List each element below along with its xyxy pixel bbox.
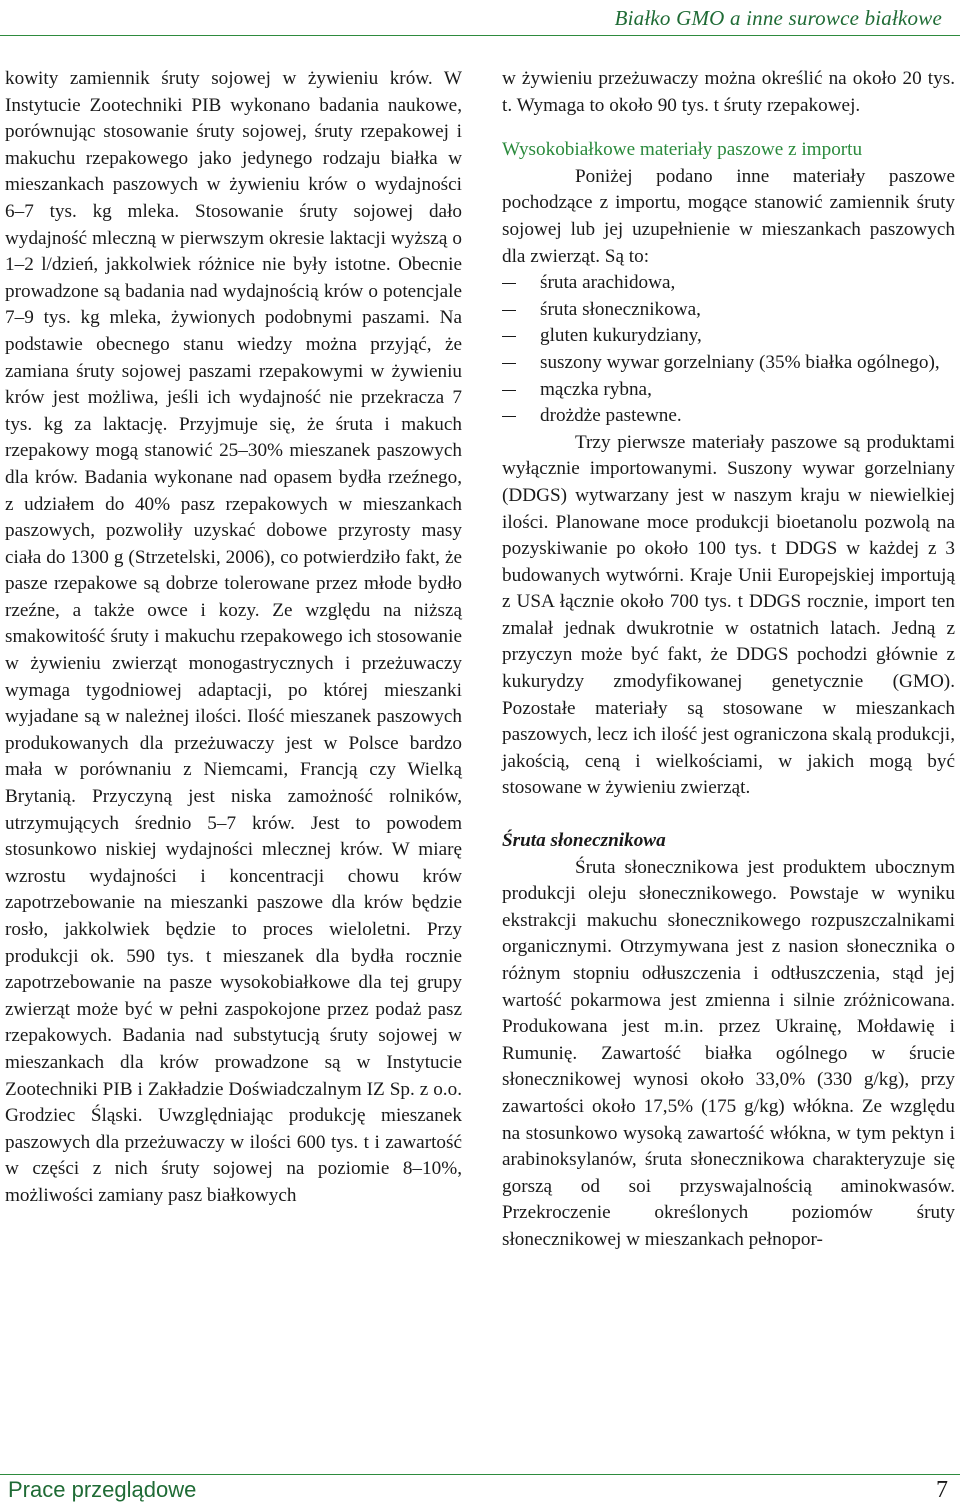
right-column xyxy=(502,66,955,1254)
list-item: śruta arachidowa, xyxy=(502,270,955,297)
body-paragraph: kowity zamiennik śruty sojowej w żywieniu krów. W Instytucie Zootechniki PIB wykonano badania naukowe, porównując stosowanie śruty sojowej, śruty rzepakowej i makuchu rzepakowego jako jedynego rodzaju białka w mieszankach paszowych w żywieniu krów o wydajności 6–7 tys. kg mleka. Stosowanie śruty sojowej dało wydajność mleczną w pierwszym okresie laktacji wyższą o 1–2 l/dzień, jakkolwiek różnice nie były istotne. Obecnie prowadzone są badania nad wydajnością krów o potencjale 7–9 tys. kg mleka, żywionych podobnymi paszami. Na podstawie obecnego stanu wiedzy można przyjąć, że zamiana śruty sojowej paszami rzepakowymi w żywieniu krów jest możliwa, jeśli ich wydajność nie przekracza 7 tys. kg za laktację. Przyjmuje się, że śruta i makuch rzepakowy mogą stanowić 25–30% mieszanek paszowych dla krów. Badania wykonane nad opasem bydła rzeźnego, z udziałem do 40% pasz rzepakowych w mieszankach paszowych, pozwoliły uzyskać dobowe przyrosty masy ciała do 1300 g (Strzetelski, 2006), co potwierdziło fakt, że pasze rzepakowe są dobrze tolerowane przez młode bydło rzeźne, a także owce i kozy. Ze względu na niższą smakowitość śruty i makuchu rzepakowego ich stosowanie w żywieniu zwierząt monogastrycznych i przeżuwaczy wymaga tygodniowej adaptacji, po której mieszanki wyjadane są w należnej ilości. Ilość mieszanek paszowych produkowanych dla przeżuwaczy jest w Polsce bardzo mała w porównaniu z Niemcami, Francją czy Wielką Brytanią. Przyczyną jest niska zamożność rolników, utrzymujących średnio 5–7 krów. Jest to powodem stosunkowo niskiej wydajności mlecznej krów. W miarę wzrostu wydajności i koncentracji chowu krów zapotrzebowanie na mieszanki paszowe dla krów będzie rosło, jakkolwiek będzie to proces wieloletni. Przy produkcji ok. 590 tys. t mieszanek dla bydła rocznie zapotrzebowanie na pasze wysokobiałkowe dla tej grupy zwierząt może być w pełni zaspokojone przez podaż pasz rzepakowych. Badania nad substytucją śruty sojowej w mieszankach dla krów prowadzone są w Instytucie Zootechniki PIB i Zakładzie Doświadczalnym IZ Sp. z o.o. Grodziec Śląski. Uwzględniając produkcję mieszanek paszowych dla przeżuwaczy w ilości 600 tys. t i zawartość w części z nich śruty sojowej na poziomie 8–10%, możliwości zamiany pasz białkowych xyxy=(5,68,462,1206)
list-item: gluten kukurydziany, xyxy=(502,323,955,350)
list-item: śruta słonecznikowa, xyxy=(502,297,955,324)
feed-materials-list xyxy=(502,270,955,430)
footer-divider xyxy=(0,1474,960,1475)
body-paragraph: Trzy pierwsze materiały paszowe są produktami wyłącznie importowanymi. Suszony wywar gorzelniany (DDGS) wytwarzany jest w naszym kraju w niewielkiej ilości. Planowane moce produkcji bioetanolu pozwolą na pozyskiwanie po około 100 tys. t DDGS w każdej z 3 budowanych wytwórni. Kraje Unii Europejskiej importują z USA łącznie około 700 tys. t DDGS rocznie, import ten zmalał jednak dwukrotnie w ostatnich latach. Jedną z przyczyn może być fakt, że DDGS pochodzi głównie z kukurydzy zmodyfikowanej genetycznie (GMO). Pozostałe materiały są stosowane w mieszankach paszowych, lecz ich ilość jest ograniczona skalą produkcji, jakością, ceną i wielkościami, w jakich mogą być stosowane w żywieniu zwierząt. xyxy=(502,431,955,799)
body-paragraph: Poniżej podano inne materiały paszowe pochodzące z importu, mogące stanowić zamiennik śruty sojowej lub jej uzupełnienie w mieszankach paszowych dla zwierząt. Są to: xyxy=(502,165,955,267)
list-item: drożdże pastewne. xyxy=(502,403,955,430)
section-heading-sunflower: Śruta słonecznikowa xyxy=(502,830,666,852)
footer-section-label: Prace przeglądowe xyxy=(8,1477,197,1502)
list-item: mączka rybna, xyxy=(502,377,955,404)
body-paragraph: Śruta słonecznikowa jest produktem ubocznym produkcji oleju słonecznikowego. Powstaje w wyniku ekstrakcji makuchu słonecznikowego rozpuszczalnikami organicznymi. Otrzymywana jest z nasion słonecznika o różnym stopniu odłuszczenia i odtłuszczenia, stąd jej wartość pokarmowa jest zmienna i silnie zróżnicowana. Produkowana jest m.in. przez Ukrainę, Mołdawię i Rumunię. Zawartość białka ogólnego w śrucie słonecznikowej wynosi około 33,0% (330 g/kg), przy zawartości około 17,5% (175 g/kg) włókna. Ze względu na stosunkowo wysoką zawartość włókna, w tym pektyn i arabinoksylanów, śruta słonecznikowa charakteryzuje się gorszą od soi przyswajalnością aminokwasów. Przekroczenie określonych poziomów śruty słonecznikowej w mieszankach pełnopor- xyxy=(502,856,955,1250)
header-divider xyxy=(0,35,960,36)
left-column xyxy=(5,66,462,1210)
body-paragraph: w żywieniu przeżuwaczy można określić na około 20 tys. t. Wymaga to około 90 tys. t śruty rzepakowej. xyxy=(502,68,955,116)
list-item: suszony wywar gorzelniany (35% białka ogólnego), xyxy=(502,350,955,377)
section-heading-imports: Wysokobiałkowe materiały paszowe z importu xyxy=(502,139,863,161)
page-number: 7 xyxy=(936,1477,948,1503)
running-header-title: Białko GMO a inne surowce białkowe xyxy=(614,6,942,30)
